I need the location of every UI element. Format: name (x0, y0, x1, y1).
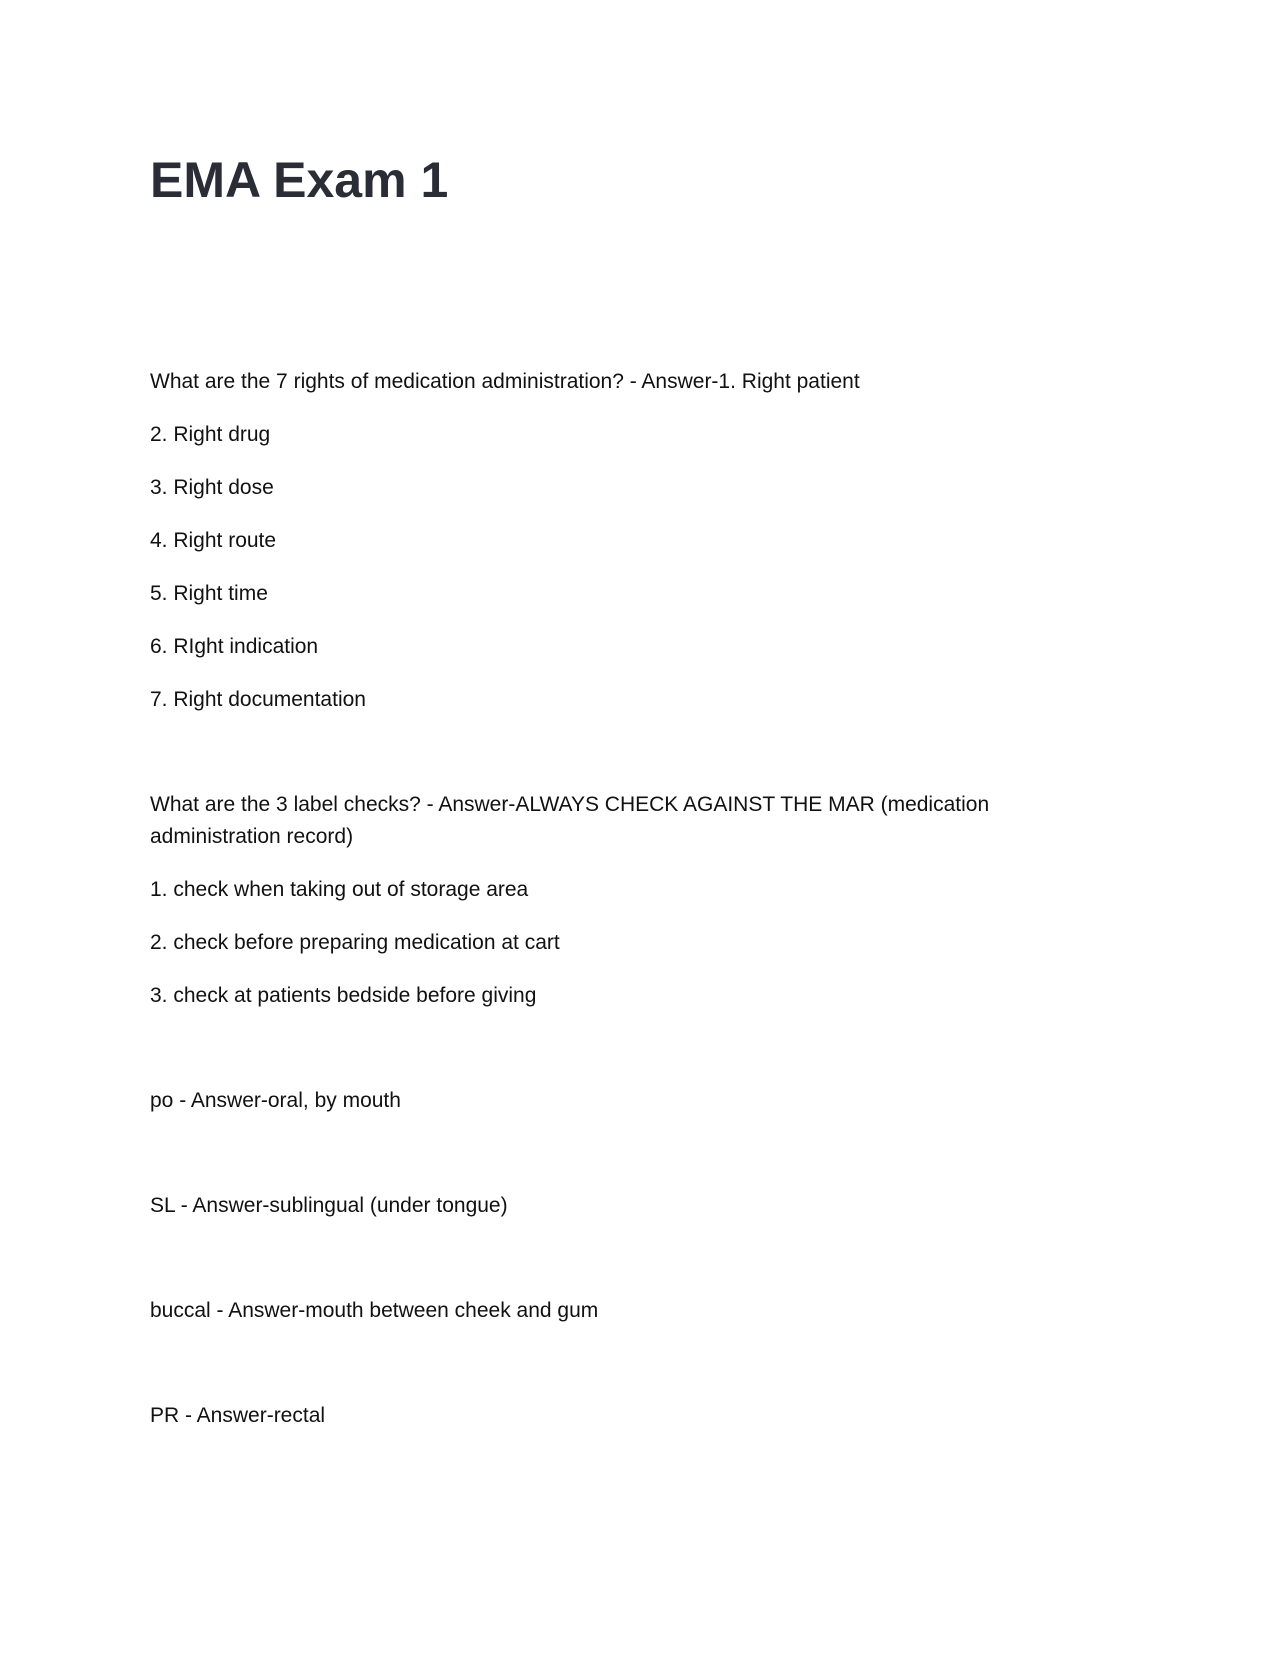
list-item: 5. Right time (150, 582, 268, 605)
question-3: po - Answer-oral, by mouth (150, 1089, 401, 1112)
document-body (150, 366, 1110, 1453)
question-4: SL - Answer-sublingual (under tongue) (150, 1194, 508, 1217)
list-item: 2. Right drug (150, 423, 271, 446)
page-title: EMA Exam 1 (150, 152, 449, 208)
list-item: 3. check at patients bedside before giving (150, 984, 537, 1007)
list-item: 3. Right dose (150, 476, 274, 499)
list-item: 7. Right documentation (150, 688, 366, 711)
spacer (150, 1348, 1110, 1400)
spacer (150, 1033, 1110, 1085)
spacer (150, 1138, 1110, 1190)
spacer (150, 1243, 1110, 1295)
spacer (150, 737, 1110, 789)
list-item: 6. RIght indication (150, 635, 319, 658)
list-item: 2. check before preparing medication at cart (150, 931, 560, 954)
list-item: 4. Right route (150, 529, 277, 552)
question-5: buccal - Answer-mouth between cheek and gum (150, 1299, 599, 1322)
question-1: What are the 7 rights of medication administration? - Answer-1. Right patient (150, 370, 860, 393)
list-item: 1. check when taking out of storage area (150, 878, 529, 901)
question-6: PR - Answer-rectal (150, 1404, 326, 1427)
question-2: What are the 3 label checks? - Answer-ALWAYS CHECK AGAINST THE MAR (medication administration record) (150, 793, 990, 848)
